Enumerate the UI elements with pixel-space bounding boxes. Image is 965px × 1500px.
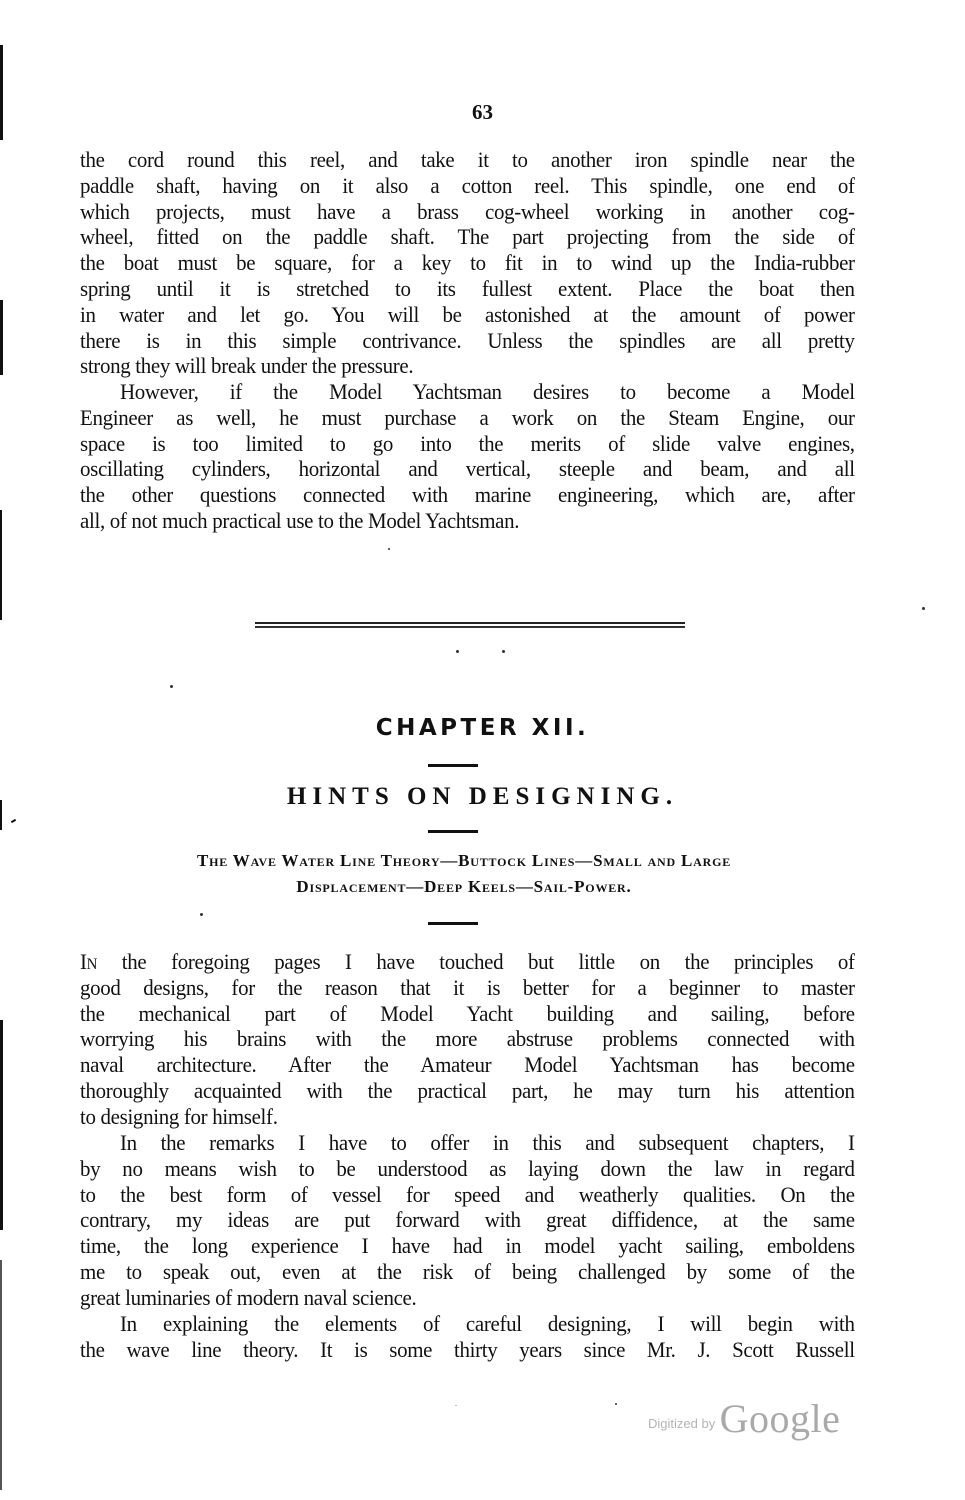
scan-speck — [170, 685, 173, 688]
scan-speck — [456, 650, 459, 653]
scan-speck — [200, 913, 203, 916]
heading-rule — [428, 922, 478, 925]
text-line: the wave line theory. It is some thirty years since Mr. J. Scott Russell — [80, 1336, 855, 1362]
drop-word: In — [80, 949, 98, 974]
text-line: In the remarks I have to offer in this and subsequent chapters, I — [119, 1130, 855, 1155]
text-line: there is in this simple contrivance. Unless the spindles are all pretty — [80, 327, 855, 353]
google-logo-text: Google — [719, 1396, 841, 1441]
scan-margin-mark — [11, 819, 16, 823]
synopsis-line: The Wave Water Line Theory—Buttock Lines—Small and Large — [196, 851, 732, 870]
text-line: paddle shaft, having on it also a cotton reel. This spindle, one end of — [80, 172, 855, 198]
text-line: contrary, my ideas are put forward with great diffidence, at the same — [80, 1207, 855, 1233]
chapter-heading: CHAPTER XII. — [375, 715, 590, 741]
text-line: the cord round this reel, and take it to another iron spindle near the — [80, 147, 855, 172]
scan-speck — [455, 1405, 457, 1406]
heading-rule — [428, 764, 478, 767]
text-line: in water and let go. You will be astonished at the amount of power — [80, 301, 855, 327]
text-line: worrying his brains with the more abstruse problems connected with — [80, 1026, 855, 1052]
text-line: me to speak out, even at the risk of being challenged by some of the — [80, 1258, 855, 1284]
text-line: wheel, fitted on the paddle shaft. The part projecting from the side of — [80, 224, 855, 250]
text-line: the boat must be square, for a key to fit in to wind up the India-rubber — [80, 250, 855, 276]
text-line: naval architecture. After the Amateur Model Yachtsman has become — [80, 1052, 855, 1078]
text-line: oscillating cylinders, horizontal and vertical, steeple and beam, and all — [80, 456, 855, 482]
synopsis-line: Displacement—Deep Keels—Sail-Power. — [296, 877, 632, 896]
body-paragraph — [80, 1311, 855, 1363]
chapter-synopsis — [88, 848, 840, 900]
body-paragraph — [80, 949, 855, 1130]
text-line: In explaining the elements of careful designing, I will begin with — [119, 1311, 855, 1336]
text-line: the other questions connected with marine engineering, which are, after — [80, 482, 855, 508]
scan-speck — [922, 607, 925, 610]
scan-speck — [388, 548, 390, 550]
text-line: good designs, for the reason that it is better for a beginner to master — [80, 974, 855, 1000]
continuation-paragraph — [80, 147, 855, 379]
text-line: Engineer as well, he must purchase a work on the Steam Engine, our — [80, 404, 855, 430]
text-line: great luminaries of modern naval science. — [80, 1284, 417, 1310]
scan-speck — [502, 650, 505, 653]
scan-margin-mark — [0, 510, 2, 620]
text-line: the mechanical part of Model Yacht building and sailing, before — [80, 1000, 855, 1026]
text-line: to the best form of vessel for speed and weatherly qualities. On the — [80, 1181, 855, 1207]
scan-margin-mark — [0, 1260, 2, 1490]
heading-rule — [428, 830, 478, 833]
scan-margin-mark — [0, 1020, 3, 1230]
text-line: thoroughly acquainted with the practical part, he may turn his attention — [80, 1077, 855, 1103]
text-line: space is too limited to go into the merits of slide valve engines, — [80, 430, 855, 456]
section-divider-rule — [255, 622, 685, 629]
text-line: strong they will break under the pressure. — [80, 353, 414, 379]
text-line: which projects, must have a brass cog-wheel working in another cog- — [80, 198, 855, 224]
body-paragraph — [80, 1130, 855, 1311]
text-line: In the foregoing pages I have touched but little on the principles of — [80, 949, 855, 974]
text-line: time, the long experience I have had in model yacht sailing, emboldens — [80, 1233, 855, 1259]
text-line: to designing for himself. — [80, 1103, 278, 1129]
digitized-watermark — [648, 1395, 840, 1442]
scan-margin-mark — [0, 45, 3, 140]
continuation-paragraph — [80, 379, 855, 534]
text-line: all, of not much practical use to the Model Yachtsman. — [80, 507, 520, 533]
text-line: by no means wish to be understood as laying down the law in regard — [80, 1155, 855, 1181]
scan-speck — [615, 1403, 617, 1405]
text-line: However, if the Model Yachtsman desires to become a Model — [119, 379, 855, 404]
chapter-title: HINTS ON DESIGNING. — [286, 783, 679, 810]
watermark-prefix: Digitized by — [648, 1416, 716, 1431]
page-number: 63 — [472, 100, 493, 124]
scan-margin-mark — [0, 300, 3, 375]
text-line: spring until it is stretched to its fullest extent. Place the boat then — [80, 275, 855, 301]
